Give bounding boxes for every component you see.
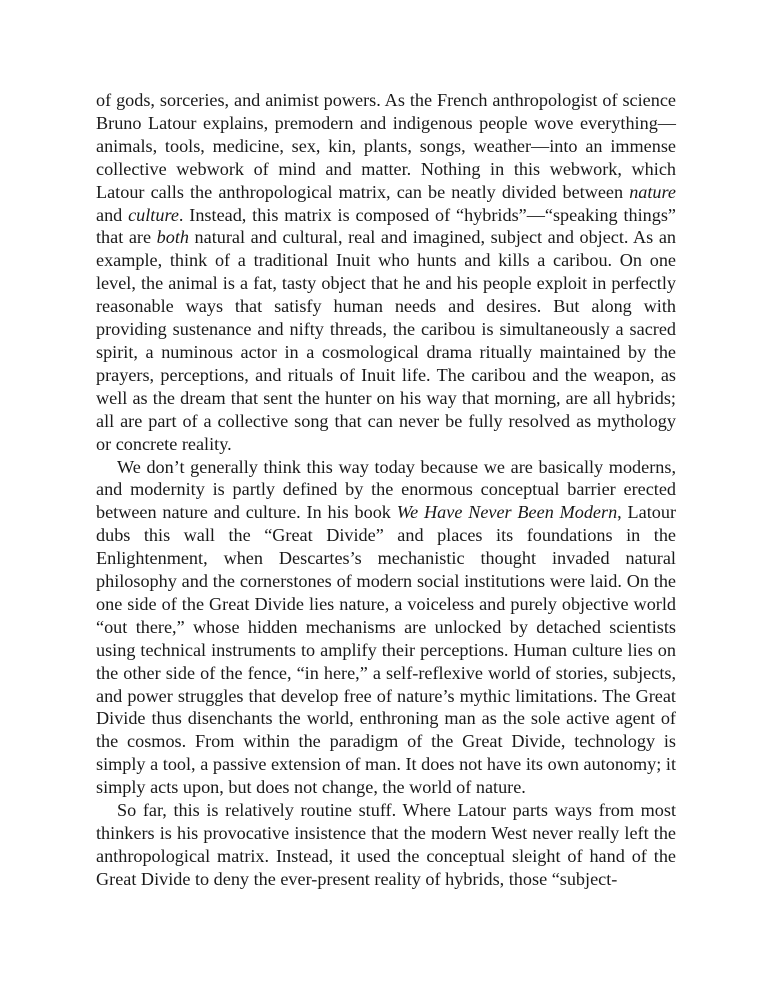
italic-text-run: culture xyxy=(128,204,179,225)
paragraph-2 xyxy=(96,456,676,800)
text-run: and xyxy=(96,204,129,225)
text-run: natural and cultural, real and imagined, subject and object. As an example, think of a traditional Inuit who hunts and kills a caribou. On one level, the animal is a fat, tasty object that he and his people exploit in perfectly reasonable ways that satisfy human needs and desires. But along with providing sustenance and nifty threads, the caribou is simultaneously a sacred spirit, a numinous actor in a cosmological drama ritually maintained by the prayers, perceptions, and rituals of Inuit life. The caribou and the weapon, as well as the dream that sent the hunter on his way that morning, are all hybrids; all are part of a collective song that can never be fully resolved as mythology or concrete reality. xyxy=(96,227,676,454)
italic-text-run: nature xyxy=(629,181,676,202)
page-body xyxy=(96,89,676,891)
text-run: , Latour dubs this wall the “Great Divide” and places its foundations in the Enlightenment, when Descartes’s mechanistic thought invaded natural philosophy and the cornerstones of modern social institutions were laid. On the one side of the Great Divide lies nature, a voiceless and purely objective world “out there,” whose hidden mechanisms are unlocked by detached scientists using technical instruments to amplify their perceptions. Human culture lies on the other side of the fence, “in here,” a self-reflexive world of stories, subjects, and power struggles that develop free of nature’s mythic limitations. The Great Divide thus disenchants the world, enthroning man as the sole active agent of the cosmos. From within the paradigm of the Great Divide, technology is simply a tool, a passive extension of man. It does not have its own autonomy; it simply acts upon, but does not change, the world of nature. xyxy=(96,502,676,798)
text-run: of gods, sorceries, and animist powers. As the French anthropologist of science Bruno Latour explains, premodern and indigenous people wove everything—animals, tools, medicine, sex, kin, plants, songs, weather—into an immense collective webwork of mind and matter. Nothing in this webwork, which Latour calls the anthropological matrix, can be neatly divided between xyxy=(96,90,676,202)
text-run: So far, this is relatively routine stuff. Where Latour parts ways from most thinkers is his provocative insistence that the modern West never really left the anthropological matrix. Instead, it used the conceptual sleight of hand of the Great Divide to deny the ever-present reality of hybrids, those “subject- xyxy=(96,800,676,889)
paragraph-3 xyxy=(96,799,676,891)
italic-text-run: We Have Never Been Modern xyxy=(396,502,618,523)
italic-text-run: both xyxy=(156,227,189,248)
text-run: We don’t generally think this way today because we are basically moderns, and modernity is partly defined by the enormous conceptual barrier erected between nature and culture. In his book xyxy=(96,456,676,523)
text-run: . Instead, this matrix is composed of “hybrids”—“speaking things” that are xyxy=(96,204,676,248)
paragraph-1 xyxy=(96,89,676,456)
